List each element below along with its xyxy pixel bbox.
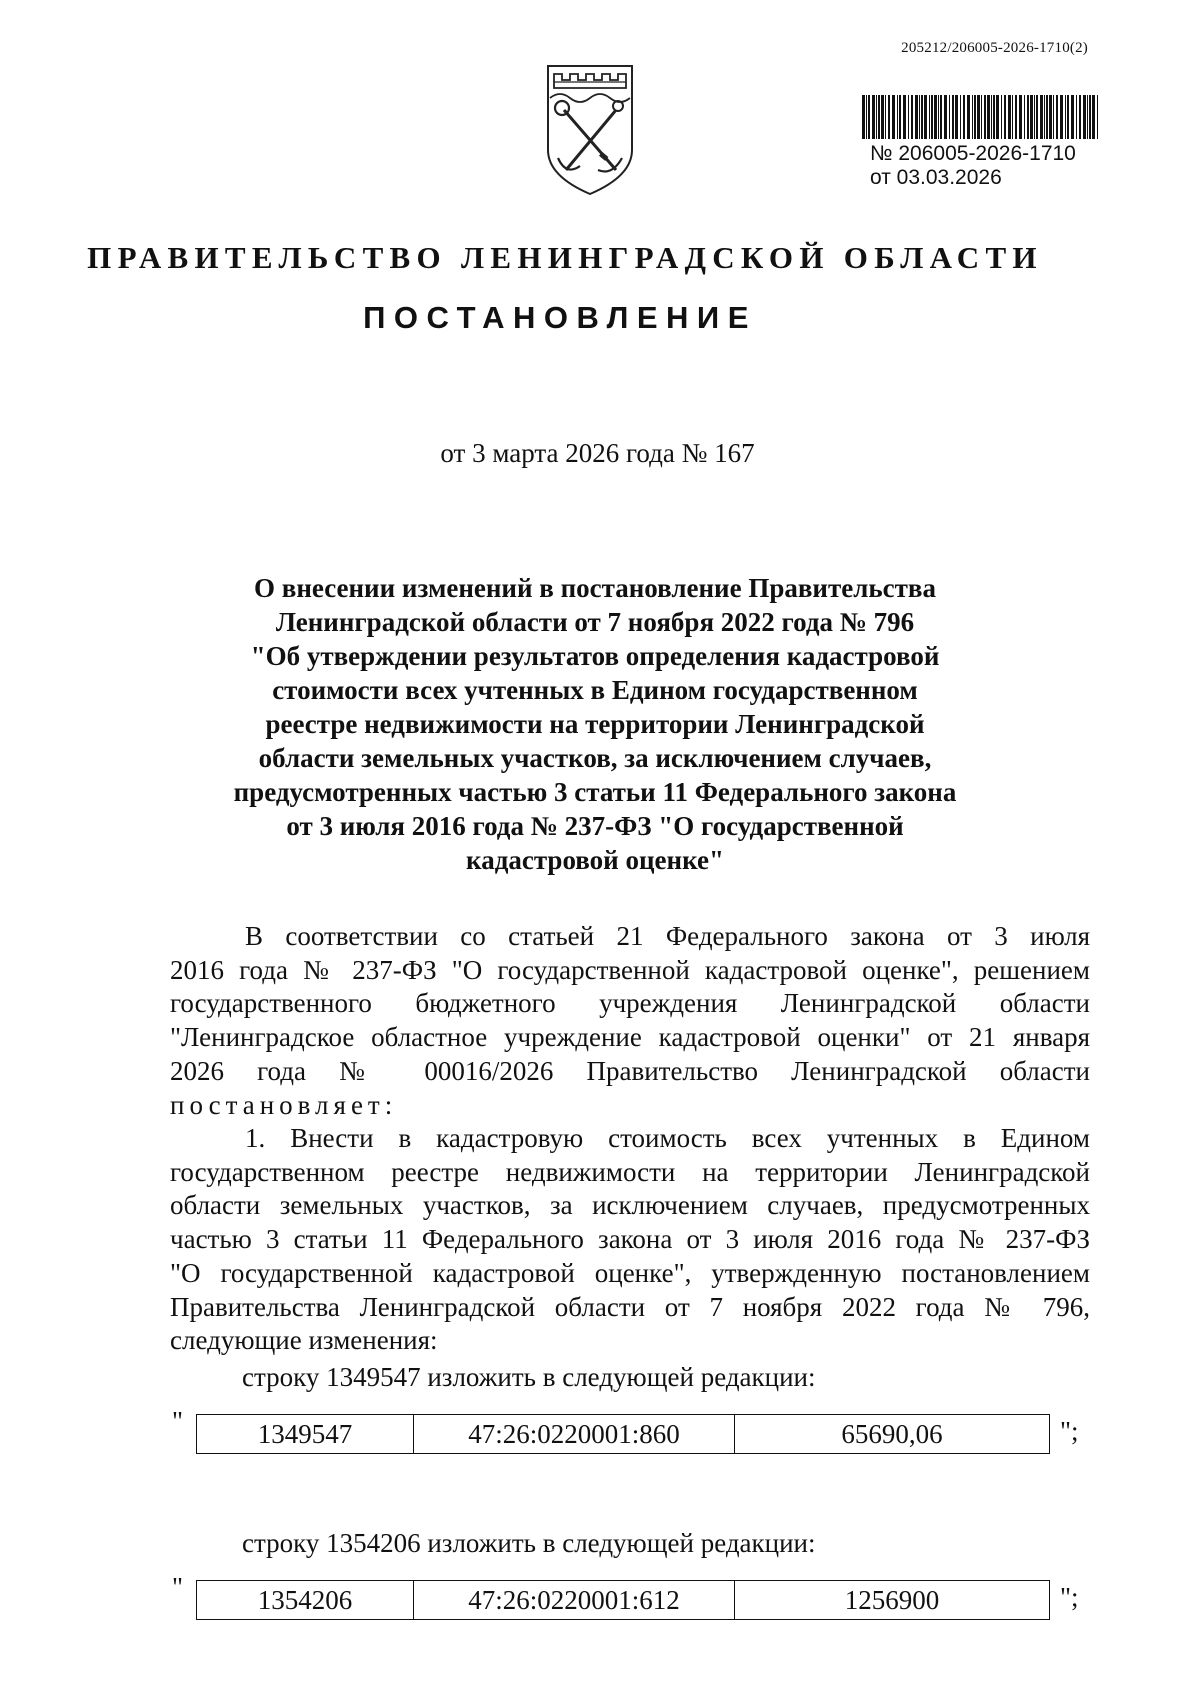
government-title: ПРАВИТЕЛЬСТВО ЛЕНИНГРАДСКОЙ ОБЛАСТИ bbox=[87, 240, 1043, 275]
close-quote: "; bbox=[1060, 1416, 1079, 1446]
table-row bbox=[197, 1581, 1050, 1620]
paragraph-line: постановляет: bbox=[170, 1089, 398, 1120]
document-type: ПОСТАНОВЛЕНИЕ bbox=[363, 300, 757, 335]
subject-line: реестре недвижимости на территории Ленинградской bbox=[265, 709, 925, 739]
amendment-instruction: строку 1354206 изложить в следующей редакции: bbox=[242, 1528, 816, 1558]
subject-line: области земельных участков, за исключением случаев, bbox=[258, 743, 932, 773]
registration-number: № 206005-2026-1710 bbox=[870, 142, 1076, 165]
paragraph-line: области земельных участков, за исключением случаев, предусмотренных bbox=[170, 1190, 1090, 1221]
paragraph-line: 2026 года № 00016/2026 Правительство Ленинградской области bbox=[170, 1055, 1090, 1086]
open-quote: " bbox=[172, 1572, 184, 1602]
subject-line: кадастровой оценке" bbox=[466, 845, 724, 875]
paragraph-line: В соответствии со статьей 21 Федерального закона от 3 июля bbox=[245, 921, 1090, 951]
subject-line: стоимости всех учтенных в Едином государственном bbox=[272, 675, 918, 705]
document-subject bbox=[165, 571, 1025, 877]
paragraph-line: частью 3 статьи 11 Федерального закона от 3 июля 2016 года № 237-ФЗ bbox=[170, 1224, 1090, 1255]
cadastral-number-cell: 47:26:0220001:612 bbox=[414, 1581, 735, 1620]
subject-line: Ленинградской области от 7 ноября 2022 года № 796 bbox=[275, 607, 915, 637]
paragraph-line: "Ленинградское областное учреждение кадастровой оценки" от 21 января bbox=[170, 1022, 1090, 1053]
amendment-instruction: строку 1349547 изложить в следующей редакции: bbox=[242, 1362, 816, 1392]
registration-block bbox=[870, 142, 1076, 190]
paragraph-line: государственном реестре недвижимости на территории Ленинградской bbox=[170, 1156, 1090, 1187]
document-code: 205212/206005-2026-1710(2) bbox=[901, 40, 1088, 56]
row-number-cell: 1354206 bbox=[197, 1581, 414, 1620]
subject-line: от 3 июля 2016 года № 237-ФЗ "О государственной bbox=[286, 811, 904, 841]
paragraph-line: государственного бюджетного учреждения Ленинградской области bbox=[170, 988, 1090, 1019]
coat-of-arms-icon bbox=[540, 58, 640, 198]
amendment-table bbox=[196, 1414, 1050, 1454]
amendment-table bbox=[196, 1580, 1050, 1620]
cadastral-number-cell: 47:26:0220001:860 bbox=[414, 1415, 735, 1454]
row-number-cell: 1349547 bbox=[197, 1415, 414, 1454]
paragraph-line: 1. Внести в кадастровую стоимость всех учтенных в Едином bbox=[245, 1123, 1090, 1153]
table-row bbox=[197, 1415, 1050, 1454]
barcode-icon bbox=[862, 95, 1100, 139]
paragraph-line: следующие изменения: bbox=[170, 1325, 438, 1356]
close-quote: "; bbox=[1060, 1582, 1079, 1612]
cadastral-value-cell: 1256900 bbox=[735, 1581, 1050, 1620]
subject-line: "Об утверждении результатов определения кадастровой bbox=[250, 641, 940, 671]
subject-line: предусмотренных частью 3 статьи 11 Федерального закона bbox=[233, 777, 957, 807]
registration-date: от 03.03.2026 bbox=[870, 166, 1002, 189]
preamble-paragraph bbox=[170, 920, 1090, 1122]
subject-line: О внесении изменений в постановление Правительства bbox=[254, 573, 936, 603]
open-quote: " bbox=[172, 1406, 184, 1436]
cadastral-value-cell: 65690,06 bbox=[735, 1415, 1050, 1454]
paragraph-line: 2016 года № 237-ФЗ "О государственной кадастровой оценке", решением bbox=[170, 954, 1090, 985]
paragraph-line: "О государственной кадастровой оценке", утвержденную постановлением bbox=[170, 1257, 1090, 1288]
paragraph-line: Правительства Ленинградской области от 7 ноября 2022 года № 796, bbox=[170, 1291, 1090, 1322]
clause-1-paragraph bbox=[170, 1122, 1090, 1358]
document-date-number: от 3 марта 2026 года № 167 bbox=[440, 438, 755, 468]
